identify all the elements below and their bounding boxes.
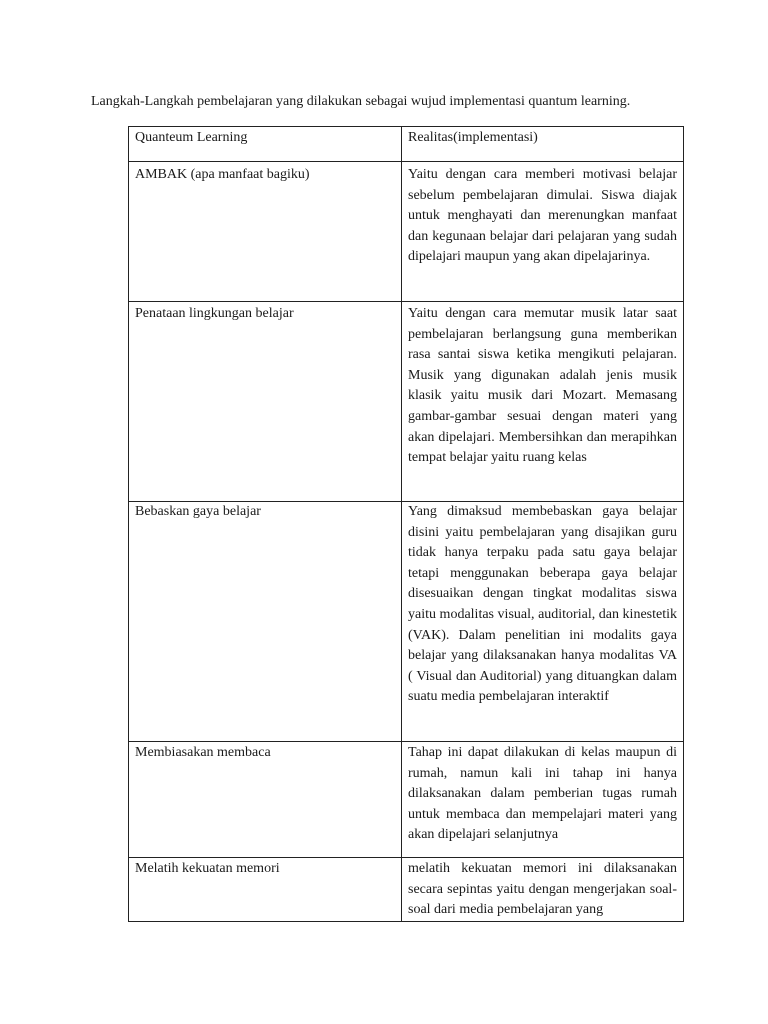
step-cell: Membiasakan membaca bbox=[129, 742, 402, 858]
implementation-cell: Tahap ini dapat dilakukan di kelas maupun di rumah, namun kali ini tahap ini hanya dilaksanakan dalam pemberian tugas rumah untuk membaca dan mempelajari materi yang akan dipelajari selanjutnya bbox=[402, 742, 684, 858]
intro-sentence: Langkah-Langkah pembelajaran yang dilakukan sebagai wujud implementasi quantum learning. bbox=[91, 94, 631, 109]
table-row bbox=[129, 162, 684, 302]
implementation-cell: Yaitu dengan cara memberi motivasi belajar sebelum pembelajaran dimulai. Siswa diajak untuk menghayati dan merenungkan manfaat dan kegunaan belajar dari pelajaran yang sudah dipelajari maupun yang akan dipelajarinya. bbox=[402, 162, 684, 302]
step-cell: Bebaskan gaya belajar bbox=[129, 502, 402, 742]
step-cell: Penataan lingkungan belajar bbox=[129, 302, 402, 502]
header-cell-realitas: Realitas(implementasi) bbox=[402, 127, 684, 162]
header-cell-quanteum-learning: Quanteum Learning bbox=[129, 127, 402, 162]
quantum-learning-table bbox=[128, 126, 684, 922]
table-row bbox=[129, 742, 684, 858]
implementation-cell bbox=[402, 858, 684, 922]
implementation-cell: Yang dimaksud membebaskan gaya belajar disini yaitu pembelajaran yang disajikan guru tidak hanya terpaku pada satu gaya belajar tetapi menggunakan beberapa gaya belajar disesuaikan dengan tingkat modalitas siswa yaitu modalitas visual, auditorial, dan kinestetik (VAK). Dalam penelitian ini modalits gaya belajar yang dilaksanakan hanya modalitas VA ( Visual dan Auditorial) yang dituangkan dalam suatu media pembelajaran interaktif bbox=[402, 502, 684, 742]
table-header-row bbox=[129, 127, 684, 162]
implementation-text-clipped: melatih kekuatan memori ini dilaksanakan secara sepintas yaitu dengan mengerjakan soal-soal dari media pembelajaran yang bbox=[408, 861, 677, 918]
table-row bbox=[129, 502, 684, 742]
table-row bbox=[129, 858, 684, 922]
implementation-cell: Yaitu dengan cara memutar musik latar saat pembelajaran berlangsung guna memberikan rasa santai siswa ketika mengikuti pelajaran. Musik yang digunakan adalah jenis musik klasik yaitu musik dari Mozart. Memasang gambar-gambar sesuai dengan materi yang akan dipelajari. Membersihkan dan merapihkan tempat belajar yaitu ruang kelas bbox=[402, 302, 684, 502]
step-cell: AMBAK (apa manfaat bagiku) bbox=[129, 162, 402, 302]
step-cell: Melatih kekuatan memori bbox=[129, 858, 402, 922]
table-row bbox=[129, 302, 684, 502]
